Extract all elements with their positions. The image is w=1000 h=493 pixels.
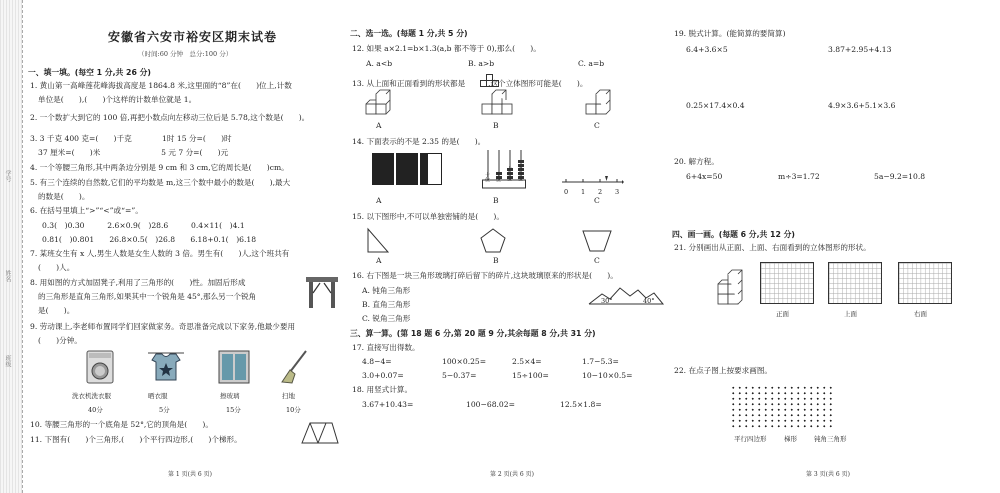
q9-line1: 9. 劳动课上,李老师布置同学们回家做家务。奇思准备完成以下家务,他最少要用 <box>30 322 296 331</box>
q9-line2: ( )分钟。 <box>38 336 82 345</box>
hanging-clothes-icon <box>148 350 184 384</box>
shape-parallelogram: 平行四边形 <box>734 435 767 443</box>
q13-figure-c <box>582 92 618 120</box>
q4: 4. 一个等腰三角形,其中两条边分别是 9 cm 和 3 cm,它的周长是( )cm。 <box>30 163 289 172</box>
q14: 14. 下面表示的不是 2.35 的是( )。 <box>352 137 486 146</box>
q18-c: 12.5×1.8= <box>560 400 602 409</box>
front-view-label: 正面 <box>776 310 789 318</box>
q1-line2: 单位是( ),( )个这样的计数单位就是 1。 <box>38 95 197 104</box>
q14-full-grid-2 <box>396 153 418 185</box>
shape-trapezoid: 梯形 <box>784 435 797 443</box>
q20: 20. 解方程。 <box>674 157 719 166</box>
q17-c: 2.5×4= <box>512 357 542 366</box>
top-view-label: 上面 <box>844 310 857 318</box>
q14-label-c: C <box>594 196 600 205</box>
chore-1-label: 洗衣机洗衣服 <box>72 392 111 400</box>
stool-illustration <box>306 277 338 309</box>
q14-label-a: A <box>376 196 382 205</box>
q1-line1: 1. 黄山第一高峰莲花峰海拔高度是 1864.8 米,这里面的“8”在( )位上,计数 <box>30 81 292 90</box>
q19-b: 3.87+2.95+4.13 <box>828 45 892 54</box>
q7-line1: 7. 某班女生有 x 人,男生人数是女生人数的 3 倍。男生有( )人,这个班共有 <box>30 249 290 258</box>
section-3-heading: 三、算一算。(第 18 题 6 分,第 20 题 9 分,其余每题 8 分,共 31 分) <box>350 329 596 338</box>
exam-title: 安徽省六安市裕安区期末试卷 <box>108 30 278 44</box>
cut-line <box>22 0 23 493</box>
q19-d: 4.9×3.6+5.1×3.6 <box>828 101 896 110</box>
q15-trapezoid <box>582 230 612 252</box>
q13-figure-b <box>480 92 516 120</box>
q19-c: 0.25×17.4×0.4 <box>686 101 745 110</box>
q15-pentagon <box>480 228 506 254</box>
q13-view-shape <box>480 74 500 88</box>
q15-triangle <box>366 228 390 254</box>
broom-icon <box>278 350 308 384</box>
page-1 <box>28 0 340 493</box>
section-1-heading: 一、填一填。(每空 1 分,共 26 分) <box>28 68 151 77</box>
q16-option-c: C. 锐角三角形 <box>362 314 411 323</box>
q15-label-c: C <box>594 256 600 265</box>
q8-line2: 的三角形是直角三角形,如果其中一个锐角是 45°,那么另一个锐角 <box>38 292 257 301</box>
front-view-grid[interactable] <box>760 262 814 304</box>
numline-1: 1 <box>581 188 586 196</box>
q2: 2. 一个数扩大到它的 100 倍,再把小数点向左移动三位后是 5.78,这个数是( )。 <box>30 113 310 122</box>
q15-label-a: A <box>376 256 382 265</box>
q13: 13. 从上面和正面看到的形状都是 ,这个立体图形可能是( )。 <box>352 79 588 88</box>
abacus-label-ones: 个位 <box>495 172 501 182</box>
q17-h: 10−10×0.5= <box>582 371 633 380</box>
q13-label-c: C <box>594 121 600 130</box>
q12-option-c: C. a=b <box>578 59 605 68</box>
q10: 10. 等腰三角形的一个底角是 52°,它的顶角是( )。 <box>30 420 213 429</box>
q17: 17. 直接写出得数。 <box>352 343 420 352</box>
right-view-grid[interactable] <box>898 262 952 304</box>
q17-d: 1.7−5.3= <box>582 357 619 366</box>
top-view-grid[interactable] <box>828 262 882 304</box>
q20-a: 6+4x=50 <box>686 172 723 181</box>
angle-left: 30° <box>601 297 613 305</box>
q6-row2: 0.81( )0.801 26.8×0.5( )26.8 6.18+0.1( )6.18 <box>42 235 257 244</box>
q5-line1: 5. 有三个连续的自然数,它们的平均数是 m,这三个数中最小的数是( ),最大 <box>30 178 291 187</box>
page-2-footer: 第 2 页(共 6 页) <box>490 471 534 478</box>
q14-label-b: B <box>493 196 499 205</box>
q5-line2: 的数是( )。 <box>38 192 90 201</box>
q22: 22. 在点子图上按要求画图。 <box>674 366 773 375</box>
q18: 18. 用竖式计算。 <box>352 385 413 394</box>
q19-a: 6.4+3.6×5 <box>686 45 728 54</box>
section-4-heading: 四、画一画。(每题 6 分,共 12 分) <box>672 230 795 239</box>
chore-3-label: 擦玻璃 <box>220 392 240 400</box>
q17-b: 100×0.25= <box>442 357 487 366</box>
q17-g: 15÷100= <box>512 371 549 380</box>
chore-2-label: 晒衣服 <box>148 392 168 400</box>
numline-0: 0 <box>564 188 569 196</box>
q16-option-b: B. 直角三角形 <box>362 300 411 309</box>
q17-a: 4.8−4= <box>362 357 392 366</box>
q3-line2: 37 厘米=( )米 5 元 7 分=( )元 <box>38 148 229 157</box>
chore-3-time: 15分 <box>226 406 241 414</box>
q20-b: m÷3=1.72 <box>778 172 820 181</box>
washing-machine-icon <box>86 350 114 384</box>
page-2 <box>350 0 665 493</box>
chore-4-time: 10分 <box>286 406 301 414</box>
q11: 11. 下图有( )个三角形,( )个平行四边形,( )个梯形。 <box>30 435 242 444</box>
q11-figure <box>296 422 338 444</box>
q3-line1: 3. 3 千克 400 克=( )千克 1时 15 分=( )时 <box>30 134 232 143</box>
class-label: 班级 <box>4 355 11 367</box>
page-1-footer: 第 1 页(共 6 页) <box>168 471 212 478</box>
shape-obtuse-triangle: 钝角三角形 <box>814 435 847 443</box>
numline-2: 2 <box>598 188 603 196</box>
q13-label-b: B <box>493 121 499 130</box>
q6-row1: 0.3( )0.30 2.6×0.9( )28.6 0.4×11( )4.1 <box>42 221 245 230</box>
q8-line1: 8. 用如图的方式加固凳子,利用了三角形的( )性。加固后形成 <box>30 278 246 287</box>
q7-line2: ( )人。 <box>38 263 75 272</box>
page-3 <box>672 0 992 493</box>
window-icon <box>218 350 250 384</box>
q13-figure-a <box>364 92 400 120</box>
q12-option-b: B. a>b <box>468 59 495 68</box>
right-view-label: 右面 <box>914 310 927 318</box>
q16-option-a: A. 钝角三角形 <box>362 286 411 295</box>
chore-1-time: 40分 <box>88 406 103 414</box>
q17-f: 5−0.37= <box>442 371 477 380</box>
q19: 19. 脱式计算。(能简算的要简算) <box>674 29 786 38</box>
numline-3: 3 <box>615 188 620 196</box>
q12: 12. 如果 a×2.1=b×1.3(a,b 都不等于 0),那么( )。 <box>352 44 541 53</box>
abacus-label-tens: 十位 <box>484 172 490 182</box>
q12-option-a: A. a<b <box>366 59 393 68</box>
student-id-label: 学号 <box>4 170 11 182</box>
chore-4-label: 扫地 <box>282 392 295 400</box>
q15-label-b: B <box>493 256 499 265</box>
section-2-heading: 二、选一选。(每题 1 分,共 5 分) <box>350 29 468 38</box>
q14-partial-grid <box>420 153 442 185</box>
page-3-footer: 第 3 页(共 6 页) <box>806 471 850 478</box>
q21: 21. 分别画出从正面、上面、右面看到的立体图形的形状。 <box>674 243 871 252</box>
dot-grid[interactable] <box>730 385 834 429</box>
abacus-label-hundredths: 百分位 <box>517 166 523 181</box>
q20-c: 5a−9.2=10.8 <box>874 172 926 181</box>
chore-2-time: 5分 <box>159 406 170 414</box>
student-name-label: 姓名 <box>4 270 11 282</box>
q18-b: 100−68.02= <box>466 400 515 409</box>
q17-e: 3.0+0.07= <box>362 371 404 380</box>
q13-label-a: A <box>376 121 382 130</box>
q21-cube-figure <box>716 268 752 308</box>
q16: 16. 右下图是一块三角形玻璃打碎后留下的碎片,这块玻璃原来的形状是( )。 <box>352 271 618 280</box>
q6: 6. 在括号里填上“>”“<”或“=”。 <box>30 206 143 215</box>
q18-a: 3.67+10.43= <box>362 400 414 409</box>
q14-number-line <box>562 176 624 188</box>
q14-full-grid-1 <box>372 153 394 185</box>
abacus-label-tenths: 十分位 <box>506 166 512 181</box>
q15: 15. 以下图形中,不可以单独密铺的是( )。 <box>352 212 504 221</box>
q8-line3: 是( )。 <box>38 306 75 315</box>
binding-margin <box>0 0 22 493</box>
angle-right: 40° <box>643 297 655 305</box>
exam-subtitle: （时间:60 分钟 总分:100 分） <box>138 50 233 58</box>
